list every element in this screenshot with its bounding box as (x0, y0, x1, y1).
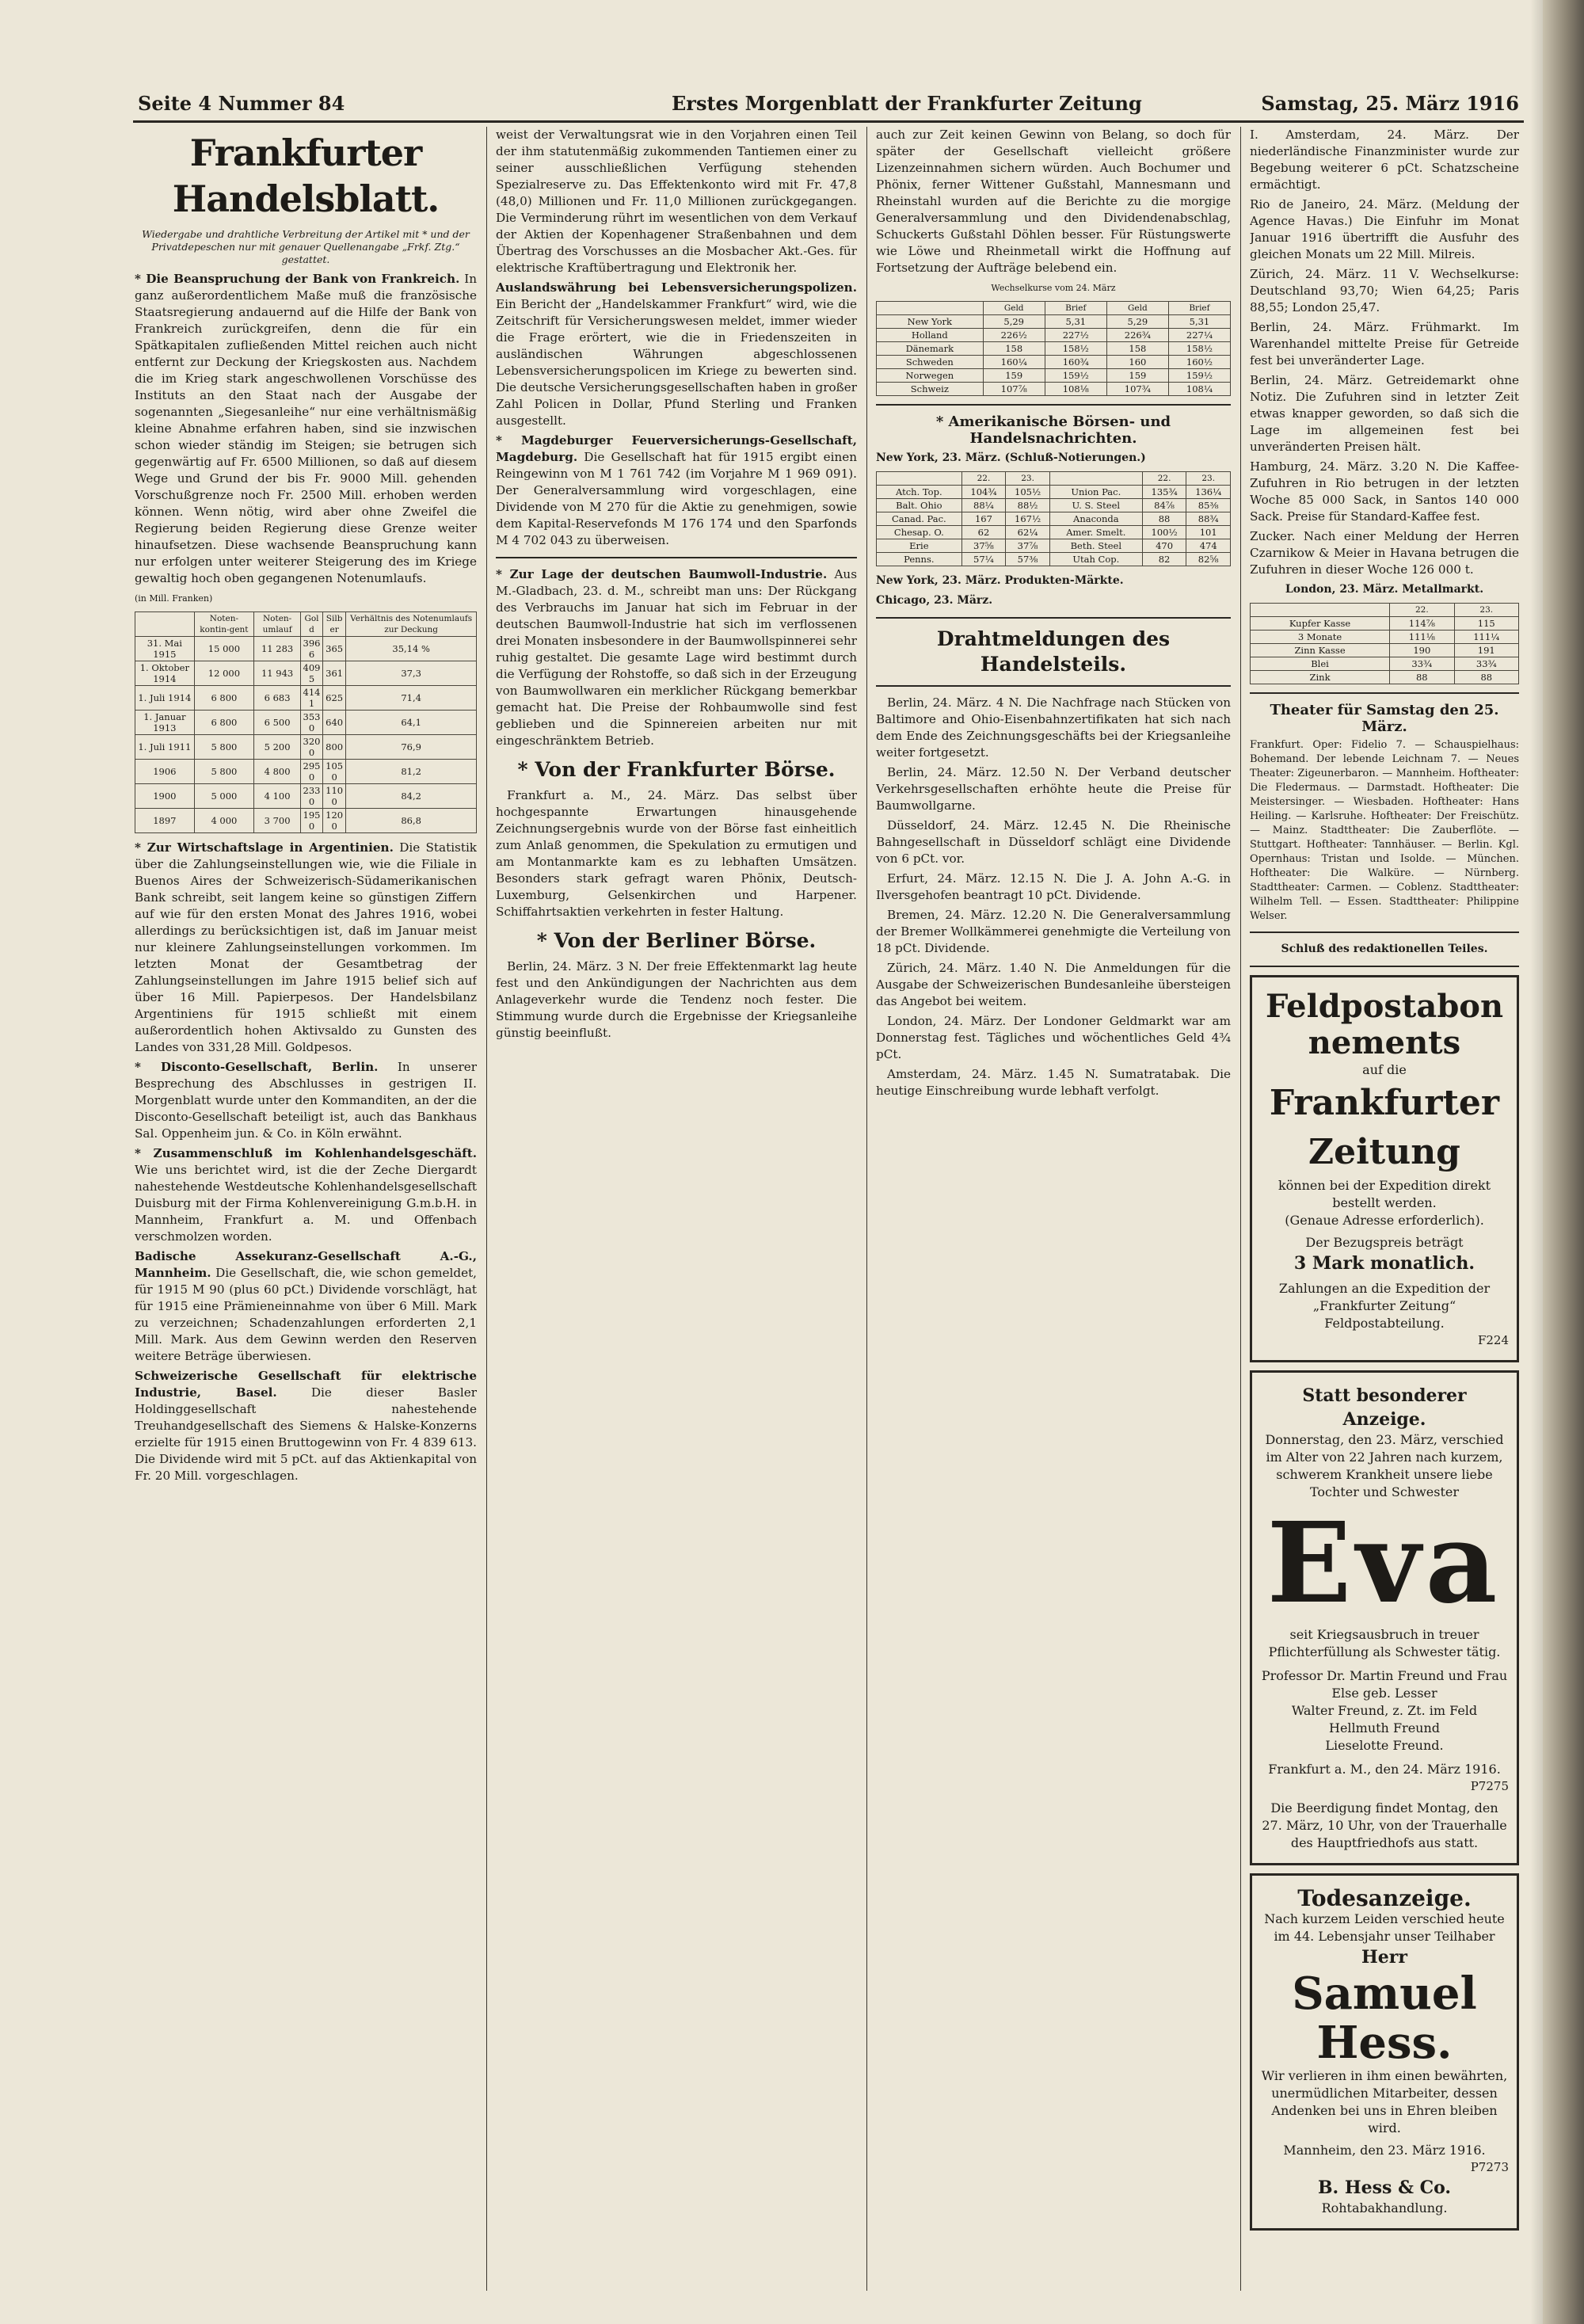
table-cell: 88¾ (1186, 512, 1231, 526)
table-row (1251, 631, 1519, 644)
article-body: Berlin, 24. März. Getreidemarkt ohne Notiz. Die Zufuhren sind in letzter Zeit etwas knapper geworden, so daß sich die Lage im allgemeinen fest bei unveränderten Preisen hält. (1250, 373, 1519, 454)
table-cell: 1200 (322, 809, 345, 833)
divider (496, 557, 857, 558)
notice-herr: Herr (1361, 1947, 1407, 1968)
wire-report: London, 24. März. Der Londoner Geldmarkt war am Donnerstag fest. Tägliches und wöchentliches Geld 4¾ pCt. (876, 1014, 1231, 1061)
table-cell: 160 (1106, 356, 1168, 369)
metal-market-table (1250, 603, 1519, 684)
table-title: New York, 23. März. Produkten-Märkte. (876, 574, 1124, 587)
table-cell: 3 700 (254, 809, 301, 833)
page-label: Seite 4 Nummer 84 (138, 92, 345, 115)
table-cell: 365 (322, 637, 345, 661)
table-cell: 160¼ (983, 356, 1045, 369)
table-cell: Beth. Steel (1049, 539, 1142, 553)
ad-code: P7273 (1470, 2160, 1509, 2174)
table-cell: 226½ (983, 329, 1045, 342)
table-cell: Kupfer Kasse (1251, 617, 1390, 631)
table-cell: 6 683 (254, 686, 301, 711)
table-title: New York, 23. März. (Schluß-Notierungen.) (876, 451, 1146, 464)
table-header: 22. (961, 472, 1006, 486)
table-cell: 1100 (322, 784, 345, 809)
article-body: Frankfurt a. M., 24. März. Das selbst über hochgespannte Erwartungen hinausgehende Zeichnungsergebnis wurde von der Börse fast einheitlich zum Anlaß genommen, die Spekulation zu ermutigen und am Montanmarkte kam es zu lebhaften Umsätzen. Besonders stark gefragt waren Phönix, Deutsch-Luxemburg, Gelsenkirchen und Harpener. Schiffahrtsaktien verkehrten in fester Haltung. (496, 788, 857, 919)
article-body: Wie uns berichtet wird, ist die der Zeche Diergardt nahestehende Westdeutsche Kohlenhandelsgesellschaft Duisburg mit der Firma Kohlenvereinigung G.m.b.H. in Mannheim, Frankfurt a. M. und Offenbach verschmolzen worden. (135, 1163, 477, 1244)
firm-name: B. Hess & Co. (1317, 2177, 1452, 2198)
article-title: Auslandswährung bei Lebensversicherungspolizen. (496, 280, 857, 295)
table-cell: 57⅜ (1006, 553, 1050, 566)
table-cell: 86,8 (346, 809, 477, 833)
table-header: Noten-kontin-gent (194, 612, 254, 637)
theater-listing: Frankfurt. Oper: Fidelio 7. — Schauspielhaus: Bohemand. Der lebende Leichnam 7. — Neues Theater: Zigeunerbaron. — Mannheim. Hoftheater: Die Fledermaus. — Darmstadt. Hoftheater: Die Meistersinger. — Wiesbaden. Hoftheater: Hans Heiling. — Karlsruhe. Hoftheater: Der Freischütz. — Mainz. Stadttheater: Die Zauberflöte. — Stuttgart. Hoftheater: Tannhäuser. — Berlin. Kgl. Opernhaus: Tristan und Isolde. — München. Hoftheater: Die Walküre. — Nürnberg. Stadttheater: Carmen. — Coblenz. Stadttheater: Wilhelm Tell. — Essen. Stadttheater: Philippine Welser. (1250, 739, 1519, 922)
table-cell: 474 (1186, 539, 1231, 553)
table-cell: 115 (1454, 617, 1518, 631)
table-cell: 11 283 (254, 637, 301, 661)
divider (1250, 932, 1519, 933)
table-header (877, 472, 962, 486)
table-cell: 82⅝ (1186, 553, 1231, 566)
table-cell: 158½ (1045, 342, 1106, 356)
table-header (877, 302, 984, 315)
death-notice-eva (1250, 1370, 1519, 1865)
table-cell: Zinn Kasse (1251, 644, 1390, 657)
table-cell: 3966 (301, 637, 323, 661)
exchange-table (876, 301, 1231, 396)
table-cell: 2330 (301, 784, 323, 809)
table-cell: 71,4 (346, 686, 477, 711)
newyork-stocks-table (876, 471, 1231, 566)
issue-date: Samstag, 25. März 1916 (1261, 92, 1519, 115)
table-cell: Dänemark (877, 342, 984, 356)
table-cell: 101 (1186, 526, 1231, 539)
table-title: London, 23. März. Metallmarkt. (1285, 583, 1484, 596)
notice-text: Nach kurzem Leiden verschied heute im 44. Lebensjahr unser Teilhaber (1264, 1911, 1505, 1944)
table-header: 22. (1390, 604, 1454, 617)
table-title: Chicago, 23. März. (876, 594, 993, 607)
table-cell: 5,29 (1106, 315, 1168, 329)
table-cell: 33¾ (1454, 657, 1518, 671)
book-spine (1543, 0, 1584, 2324)
table-header: Geld (983, 302, 1045, 315)
table-cell: 84⅞ (1142, 499, 1186, 512)
notice-text: Wir verlieren in ihm einen bewährten, unermüdlichen Mitarbeiter, dessen Andenken bei uns in Ehren bleiben wird. (1261, 2068, 1508, 2135)
table-cell: 191 (1454, 644, 1518, 657)
table-cell: 108⅛ (1045, 383, 1106, 396)
column-4 (1250, 127, 1519, 2291)
table-row (877, 356, 1231, 369)
reprint-note: Wiedergabe und drahtliche Verbreitung der Artikel mit * und der Privatdepeschen nur mit genauer Quellenangabe „Frkf. Ztg.“ gestattet. (142, 228, 470, 265)
table-cell: 31. Mai 1915 (135, 637, 195, 661)
table-cell: 5,29 (983, 315, 1045, 329)
table-cell: 6 800 (194, 711, 254, 735)
notice-title: Todesanzeige. (1297, 1885, 1472, 1911)
ad-code: F224 (1477, 1333, 1509, 1347)
table-cell: 159 (1106, 369, 1168, 383)
article-body: Zürich, 24. März. 11 V. Wechselkurse: Deutschland 93,70; Wien 64,25; Paris 88,55; London 25,47. (1250, 267, 1519, 314)
notice-name: Eva (1266, 1499, 1502, 1629)
table-row (877, 499, 1231, 512)
article-body: Rio de Janeiro, 24. März. (Meldung der Agence Havas.) Die Einfuhr im Monat Januar 1916 übertrifft die Ausfuhr des gleichen Monats um 22 Mill. Milreis. (1250, 197, 1519, 261)
notice-text: Die Beerdigung findet Montag, den 27. März, 10 Uhr, von der Trauerhalle des Hauptfriedhofs aus statt. (1262, 1800, 1507, 1850)
table-row (135, 735, 477, 760)
ad-paper-name: Frankfurter Zeitung (1269, 1083, 1500, 1172)
table-header: Geld (1106, 302, 1168, 315)
table-cell: 159½ (1045, 369, 1106, 383)
table-cell: 105½ (1006, 486, 1050, 499)
table-cell: 37,3 (346, 661, 477, 686)
end-of-editorial: Schluß des redaktionellen Teiles. (1281, 943, 1488, 955)
table-row (877, 383, 1231, 396)
table-cell: 160¾ (1045, 356, 1106, 369)
column-1 (135, 127, 477, 2291)
wire-report: Berlin, 24. März. 12.50 N. Der Verband deutscher Verkehrsgesellschaften erhöhte heute die Preise für Baumwollgarne. (876, 765, 1231, 813)
paper-title: Erstes Morgenblatt der Frankfurter Zeitung (672, 92, 1142, 115)
article-body: Ein Bericht der „Handelskammer Frankfurt“ wird, wie die Zeitschrift für Versicherungswesen meldet, immer wieder die Frage erörtert, wie die in Friedenszeiten in ausländischen Währungen abgeschlossenen Lebensversicherungspolicen im Kriege zu bewerten sind. Die deutsche Versicherungsgesellschaften haben in großer Zahl Policen in Dollar, Pfund Sterling und Franken ausgestellt. (496, 297, 857, 428)
table-cell: 2950 (301, 760, 323, 784)
table-cell: 85⅜ (1186, 499, 1231, 512)
subscription-ad (1250, 975, 1519, 1362)
column-rule (1240, 127, 1241, 2291)
table-header: Brief (1045, 302, 1106, 315)
article-body: Die Gesellschaft, die, wie schon gemeldet, für 1915 M 90 (plus 60 pCt.) Dividende vorschlägt, hat für 1915 eine Prämieneinnahme von über 6 Mill. Mark zu verzeichnen; Schadenzahlungen erforderten 2,1 Mill. Mark. Aus dem Gewinn werden den Reserven weitere Beträge überwiesen. (135, 1266, 477, 1363)
article-title: Schweizerische Gesellschaft für elektrische Industrie, Basel. (135, 1369, 477, 1400)
table-cell: 1950 (301, 809, 323, 833)
table-cell: Chesap. O. (877, 526, 962, 539)
table-cell: 33¾ (1390, 657, 1454, 671)
notice-title: Statt besonderer Anzeige. (1302, 1385, 1467, 1430)
table-cell: 3200 (301, 735, 323, 760)
table-cell: 88 (1454, 671, 1518, 684)
wire-report: Zürich, 24. März. 1.40 N. Die Anmeldungen für die Ausgabe der Schweizerischen Bundesanleihe übersteigen das Angebot bei weitem. (876, 961, 1231, 1008)
table-caption: Wechselkurse vom 24. März (991, 283, 1116, 293)
table-cell: New York (877, 315, 984, 329)
column-rule (866, 127, 867, 2291)
table-cell: 158 (1106, 342, 1168, 356)
table-header: Noten-umlauf (254, 612, 301, 637)
table-row (877, 526, 1231, 539)
table-cell: 159½ (1168, 369, 1230, 383)
table-cell: 104¾ (961, 486, 1006, 499)
notice-name: Samuel Hess. (1292, 1968, 1477, 2069)
table-cell: Blei (1251, 657, 1390, 671)
table-cell: 62¼ (1006, 526, 1050, 539)
notice-place: Frankfurt a. M., den 24. März 1916. (1268, 1762, 1501, 1777)
table-row (135, 784, 477, 809)
table-cell: 4141 (301, 686, 323, 711)
table-cell: 5 200 (254, 735, 301, 760)
article-body: Zucker. Nach einer Meldung der Herren Czarnikow & Meier in Havana betrugen die Zufuhren in dieser Woche 126 000 t. (1250, 529, 1519, 577)
column-3 (876, 127, 1231, 2291)
theater-heading: Theater für Samstag den 25. März. (1270, 702, 1499, 735)
table-header (135, 612, 195, 637)
table-cell: 108¼ (1168, 383, 1230, 396)
table-cell: 37⅞ (1006, 539, 1050, 553)
table-row (135, 637, 477, 661)
table-cell: 107¾ (1106, 383, 1168, 396)
wire-report: Bremen, 24. März. 12.20 N. Die Generalversammlung der Bremer Wollkämmerei genehmigte die Verteilung von 18 pCt. Dividende. (876, 908, 1231, 955)
table-cell: 6 800 (194, 686, 254, 711)
table-cell: 4095 (301, 661, 323, 686)
divider (1250, 692, 1519, 694)
table-cell: 625 (322, 686, 345, 711)
table-cell: Amer. Smelt. (1049, 526, 1142, 539)
table-row (135, 809, 477, 833)
ad-text: auf die (1362, 1062, 1407, 1077)
ad-text: Zahlungen an die Expedition der „Frankfurter Zeitung“ Feldpostabteilung. (1278, 1281, 1491, 1331)
wire-report: Düsseldorf, 24. März. 12.45 N. Die Rheinische Bahngesellschaft in Düsseldorf schlägt eine Dividende von 6 pCt. vor. (876, 818, 1231, 866)
article-body: Berlin, 24. März. 3 N. Der freie Effektenmarkt lag heute fest und den Ankündigungen der Nachrichten aus dem Anlageverkehr wurde die Tendenz noch fester. Die Stimmung wurde durch die Ergebnisse der Kriegsanleihe günstig beeinflußt. (496, 959, 857, 1040)
table-cell: 136¼ (1186, 486, 1231, 499)
article-title: * Disconto-Gesellschaft, Berlin. (135, 1060, 379, 1074)
table-cell: 62 (961, 526, 1006, 539)
table-row (1251, 617, 1519, 631)
article-body: Aus M.-Gladbach, 23. d. M., schreibt man uns: Der Rückgang des Verbrauchs im Januar hat sich im Februar in der deutschen Baumwoll-Industrie hat sich im verflossenen drei Monaten insbesondere in der Baumwollspinnerei sehr ruhig gestaltet. Die gesamte Lage wird bestimmt durch die Verfügung der Rohstoffe, so daß sich in der Erzeugung von Baumwollwaren ein merklicher Rückgang bemerkbar gemacht hat. Die Preise der Rohbaumwolle sind fest geblieben und die Spinnereien arbeiten nur mit eingeschränktem Betrieb. (496, 567, 857, 748)
ad-code: P7275 (1470, 1779, 1509, 1793)
article-body: I. Amsterdam, 24. März. Der niederländische Finanzminister wurde zur Begebung weiterer 6 pCt. Schatzscheine ermächtigt. (1250, 128, 1519, 192)
article-body: Die Gesellschaft hat für 1915 ergibt einen Reingewinn von M 1 761 742 (im Vorjahre M 1 969 091). Der Generalversammlung wird vorgeschlagen, eine Dividende von M 270 für die Aktie zu genehmigen, sowie dem Kapital-Reservefonds M 176 174 und den Sparfonds M 4 702 043 zu überweisen. (496, 450, 857, 547)
table-caption: (in Mill. Franken) (135, 593, 213, 604)
table-header (1251, 604, 1390, 617)
table-cell: Balt. Ohio (877, 499, 962, 512)
table-header: Brief (1168, 302, 1230, 315)
table-cell: 1897 (135, 809, 195, 833)
wire-report: Amsterdam, 24. März. 1.45 N. Sumatratabak. Die heutige Einschreibung wurde lebhaft verfolgt. (876, 1067, 1231, 1098)
table-cell: Schweden (877, 356, 984, 369)
table-cell: 167½ (1006, 512, 1050, 526)
article-body: In unserer Besprechung des Abschlusses in gestrigen II. Morgenblatt wurde unter den Kommanditen, an der die Disconto-Gesellschaft beteiligt ist, auch das Bankhaus Sal. Oppenheim jun. & Co. in Köln erwähnt. (135, 1060, 477, 1141)
article-title: * Zur Wirtschaftslage in Argentinien. (135, 840, 394, 855)
table-cell: 111¼ (1454, 631, 1518, 644)
table-row (1251, 644, 1519, 657)
table-row (1251, 657, 1519, 671)
table-cell: 470 (1142, 539, 1186, 553)
table-cell: 37⅝ (961, 539, 1006, 553)
table-cell: 76,9 (346, 735, 477, 760)
running-header (133, 89, 1524, 123)
article-title: * Magdeburger Feuerversicherungs-Gesellschaft, Magdeburg. (496, 433, 857, 464)
divider (1250, 966, 1519, 967)
table-row (877, 512, 1231, 526)
table-cell: 227¼ (1168, 329, 1230, 342)
article-body: weist der Verwaltungsrat wie in den Vorjahren einen Teil der ihm statutenmäßig zukommenden Tantiemen einer zu seiner ausschließlichen Verfügung stehenden Spezialreserve zu. Das Effektenkonto wird mit Fr. 47,8 (48,0) Millionen und Fr. 11,0 Millionen zurückgegangen. Die Verminderung rührt im wesentlichen von dem Verkauf der Aktien der Kopenhagener Straßenbahnen und dem Übertrag des Vorschusses an die Mosbacher Akt.-Ges. für elektrische Kraftübertragung und Elektronik her. (496, 128, 857, 275)
table-cell: Schweiz (877, 383, 984, 396)
ad-text: können bei der Expedition direkt bestellt werden. (1277, 1178, 1491, 1210)
table-cell: Erie (877, 539, 962, 553)
article-body: Die dieser Basler Holdinggesellschaft nahestehende Treuhandgesellschaft des Siemens & Halske-Konzerns erzielte für 1915 einen Bruttogewinn von Fr. 4 839 613. Die Dividende wird mit 5 pCt. auf das Aktienkapital von Fr. 20 Mill. vorgeschlagen. (135, 1385, 477, 1483)
table-cell: Holland (877, 329, 984, 342)
table-cell: 57¼ (961, 553, 1006, 566)
table-cell: 167 (961, 512, 1006, 526)
page-gutter-shadow (1530, 0, 1543, 2324)
table-row (877, 486, 1231, 499)
section-heading: * Amerikanische Börsen- und Handelsnachrichten. (935, 413, 1171, 447)
table-cell: 6 500 (254, 711, 301, 735)
table-cell: 227½ (1045, 329, 1106, 342)
article-title: Badische Assekuranz-Gesellschaft A.-G., Mannheim. (135, 1249, 477, 1280)
table-cell: Norwegen (877, 369, 984, 383)
table-header: Gold (301, 612, 323, 637)
table-row (877, 329, 1231, 342)
table-row (877, 369, 1231, 383)
table-cell: 5 800 (194, 760, 254, 784)
table-cell: 4 800 (254, 760, 301, 784)
wire-report: Erfurt, 24. März. 12.15 N. Die J. A. John A.-G. in Ilversgehofen beantragt 10 pCt. Dividende. (876, 871, 1231, 902)
table-cell: 226¾ (1106, 329, 1168, 342)
table-cell: 88½ (1006, 499, 1050, 512)
table-cell: 800 (322, 735, 345, 760)
table-cell: Union Pac. (1049, 486, 1142, 499)
table-header: 22. (1142, 472, 1186, 486)
table-cell: 1. Juli 1914 (135, 686, 195, 711)
article-title: * Die Beanspruchung der Bank von Frankreich. (135, 272, 460, 286)
ad-text: Der Bezugspreis beträgt (1305, 1235, 1464, 1250)
table-cell: 1900 (135, 784, 195, 809)
article-body: auch zur Zeit keinen Gewinn von Belang, so doch für später der Gesellschaft vielleicht größere Lizenzeinnahmen sichern würden. Auch Bochumer und Phönix, ferner Wittener Gußstahl, Mannesmann und Rheinstahl wurden auf die Berichte zu die morgige Generalversammlung und den Dividendenabschlag, Schuckerts Gußstahl Döhlen besser. Für Rüstungswerte wie Löwe und Rheinmetall wirkt die Hoffnung auf Fortsetzung der Aufträge belebend ein. (876, 128, 1231, 275)
divider (876, 404, 1231, 406)
death-notice-hess (1250, 1873, 1519, 2231)
wire-report: Berlin, 24. März. 4 N. Die Nachfrage nach Stücken von Baltimore and Ohio-Eisenbahnzertifikaten hat sich nach dem Ende des Zeichnungsgeschäfts bei der Kriegsanleihe weiter fortgesetzt. (876, 695, 1231, 760)
table-cell: 361 (322, 661, 345, 686)
article-body: Berlin, 24. März. Frühmarkt. Im Warenhandel mittelte Preise für Getreide fest bei unveränderter Lage. (1250, 320, 1519, 368)
table-cell: 84,2 (346, 784, 477, 809)
notice-family: Professor Dr. Martin Freund und Frau Else geb. Lesser Walter Freund, z. Zt. im Feld Hellmuth Freund Lieselotte Freund. (1261, 1668, 1508, 1753)
table-header: 23. (1006, 472, 1050, 486)
table-cell: 1. Oktober 1914 (135, 661, 195, 686)
table-row (877, 342, 1231, 356)
table-header: 23. (1186, 472, 1231, 486)
table-row (877, 553, 1231, 566)
banknote-table (135, 611, 477, 833)
table-cell: 64,1 (346, 711, 477, 735)
table-cell: 5,31 (1045, 315, 1106, 329)
article-title: * Zur Lage der deutschen Baumwoll-Industrie. (496, 567, 828, 581)
table-cell: 158 (983, 342, 1045, 356)
table-cell: 1050 (322, 760, 345, 784)
table-cell: 35,14 % (346, 637, 477, 661)
table-header: 23. (1454, 604, 1518, 617)
table-cell: 3530 (301, 711, 323, 735)
table-cell: 160½ (1168, 356, 1230, 369)
table-cell: 3 Monate (1251, 631, 1390, 644)
table-cell: Penns. (877, 553, 962, 566)
table-cell: 5 000 (194, 784, 254, 809)
table-row (877, 539, 1231, 553)
table-cell: 88 (1142, 512, 1186, 526)
article-body: Hamburg, 24. März. 3.20 N. Die Kaffee-Zufuhren in Rio betrugen in der letzten Woche 85 000 Sack, in Santos 140 000 Sack. Preise für Standard-Kaffee fest. (1250, 459, 1519, 524)
table-cell: 111⅛ (1390, 631, 1454, 644)
article-title: * Zusammenschluß im Kohlenhandelsgeschäft. (135, 1146, 477, 1160)
table-header (1049, 472, 1142, 486)
table-cell: 88¼ (961, 499, 1006, 512)
divider (876, 685, 1231, 687)
table-cell: 4 000 (194, 809, 254, 833)
table-cell: 88 (1390, 671, 1454, 684)
table-cell: Anaconda (1049, 512, 1142, 526)
ad-text: (Genaue Adresse erforderlich). (1285, 1213, 1484, 1228)
ad-price: 3 Mark monatlich. (1293, 1253, 1475, 1274)
table-cell: Zink (1251, 671, 1390, 684)
table-cell: 82 (1142, 553, 1186, 566)
ad-title: Feldpostabonnements (1265, 988, 1504, 1061)
column-2 (496, 127, 857, 2291)
notice-text: Donnerstag, den 23. März, verschied im Alter von 22 Jahren nach kurzem, schwerem Krankheit unsere liebe Tochter und Schwester (1265, 1432, 1504, 1499)
table-cell: 11 943 (254, 661, 301, 686)
table-cell: 159 (983, 369, 1045, 383)
table-cell: 15 000 (194, 637, 254, 661)
notice-place: Mannheim, den 23. März 1916. (1283, 2143, 1486, 2158)
section-headline: Frankfurter Handelsblatt. (172, 131, 440, 220)
table-cell: 100½ (1142, 526, 1186, 539)
table-cell: 135¾ (1142, 486, 1186, 499)
table-cell: 107⅞ (983, 383, 1045, 396)
section-heading: * Von der Frankfurter Börse. (517, 758, 836, 781)
table-cell: Canad. Pac. (877, 512, 962, 526)
table-cell: 1. Juli 1911 (135, 735, 195, 760)
table-cell: U. S. Steel (1049, 499, 1142, 512)
article-body: Die Statistik über die Zahlungseinstellungen wie, wie die Filiale in Buenos Aires der Schweizerisch-Südamerikanischen Bank schreibt, seit langem keine so günstigen Ziffern auf wie für den ersten Monat des Jahres 1916, wobei allerdings zu berücksichtigen ist, daß im Januar meist nur kleinere Zahlungseinstellungen vorkommen. Im letzten Monat der Gesamtbetrag der Zahlungseinstellungen im Jahre 1915 belief sich auf über 16 Mill. Papierpesos. Der Handelsbilanz Argentiniens für 1915 schließt mit einem außerordentlich hohen Aktivsaldo zu Gunsten des Landes von 331,28 Mill. Goldpesos. (135, 840, 477, 1054)
table-cell: 114⅞ (1390, 617, 1454, 631)
table-cell: 5,31 (1168, 315, 1230, 329)
table-header: Verhältnis des Notenumlaufs zur Deckung (346, 612, 477, 637)
table-row (135, 760, 477, 784)
table-row (135, 661, 477, 686)
table-cell: 1. Januar 1913 (135, 711, 195, 735)
table-cell: 1906 (135, 760, 195, 784)
section-heading: Drahtmeldungen des Handelsteils. (936, 627, 1171, 676)
notice-text: seit Kriegsausbruch in treuer Pflichterfüllung als Schwester tätig. (1268, 1627, 1501, 1659)
table-row (135, 711, 477, 735)
table-cell: 81,2 (346, 760, 477, 784)
table-cell: Atch. Top. (877, 486, 962, 499)
firm-sub: Rohtabakhandlung. (1321, 2200, 1448, 2215)
table-row (877, 315, 1231, 329)
table-cell: 5 800 (194, 735, 254, 760)
table-row (135, 686, 477, 711)
column-rule (486, 127, 487, 2291)
table-cell: 158½ (1168, 342, 1230, 356)
section-heading: * Von der Berliner Börse. (536, 929, 817, 952)
article-body: In ganz außerordentlichem Maße muß die französische Staatsregierung andauernd auf die Hilfe der Bank von Frankreich zurückgreifen, denn die für ein Spätkapitalen zufließenden Mittel reichen auch nicht entfernt zur Deckung der Kriegskosten aus. Nachdem die im Krieg stark angeschwollenen Vorschüsse des Instituts an den Staat nach der Ausgabe der sogenannten „Siegesanleihe“ nur eine verhältnismäßig kleine Abnahme erfahren haben, sind sie inzwischen schon wieder ständig im Steigen; sie betrugen sich gegenwärtig auf Fr. 6500 Millionen, so daß auf diesem Wege und Grund der bis Fr. 9000 Mill. gehenden Vorschußgrenze noch Fr. 2500 Mill. erhoben werden können. Wenn nötig, wird aber ohne Zweifel die Regierung beiden Regierung diese Grenze weiter hinaufsetzen. Diese wachsende Beanspruchung kann nur erfolgen unter weiterer Steigerung des im Kriege gewaltig hoch oben gegangenen Notenumlaufs. (135, 272, 477, 585)
table-cell: 4 100 (254, 784, 301, 809)
table-cell: 640 (322, 711, 345, 735)
table-cell: 190 (1390, 644, 1454, 657)
table-header: Silber (322, 612, 345, 637)
table-cell: 12 000 (194, 661, 254, 686)
table-row (1251, 671, 1519, 684)
divider (876, 617, 1231, 619)
table-cell: Utah Cop. (1049, 553, 1142, 566)
